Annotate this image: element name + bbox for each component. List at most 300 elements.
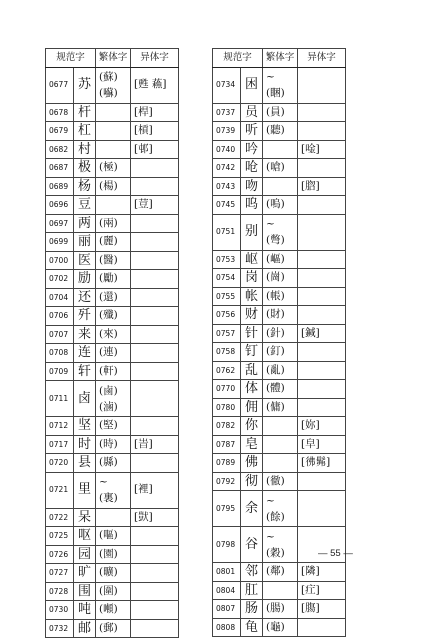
standard-character: 苏 [74,67,96,103]
traditional-character [263,269,298,288]
standard-character: 谷 [241,527,263,563]
entry-number: 0753 [213,250,241,269]
traditional-character [263,159,298,178]
standard-character: 吟 [241,140,263,159]
table-row [46,103,179,122]
standard-character: 丽 [74,233,96,252]
entry-number: 0762 [213,361,241,380]
standard-character: 励 [74,270,96,289]
variant-character [298,214,346,250]
header-standard: 规范字 [213,49,263,68]
standard-character: 村 [74,140,96,159]
table-row [213,103,346,122]
table-row [46,545,179,564]
standard-character: 体 [241,380,263,399]
traditional-form: (財) [266,308,285,320]
traditional-character [263,380,298,399]
traditional-character [96,545,131,564]
entry-number: 0697 [46,214,74,233]
entry-number: 0707 [46,325,74,344]
traditional-character [263,618,298,637]
variant-character: [脗] [298,177,346,196]
entry-number: 0711 [46,381,74,417]
variant-character: [桿] [131,103,179,122]
variant-character [298,343,346,362]
standard-character: 时 [74,435,96,454]
entry-number: 0702 [46,270,74,289]
table-header-row [213,49,346,68]
traditional-character [263,472,298,491]
header-traditional: 繁体字 [263,49,298,68]
traditional-character [263,435,298,454]
table-header-row [46,49,179,68]
traditional-character [96,307,131,326]
entry-number: 0770 [213,380,241,399]
table-row [213,435,346,454]
table-row [46,362,179,381]
traditional-character [96,619,131,638]
entry-number: 0722 [46,508,74,527]
traditional-form: (軒) [99,364,118,377]
variant-character [131,214,179,233]
traditional-form: (聽) [266,124,285,136]
standard-character: 听 [241,122,263,141]
entry-number: 0708 [46,344,74,363]
standard-character: 极 [74,159,96,178]
traditional-character [96,564,131,583]
traditional-form: ~ [266,218,275,230]
traditional-form: (龜) [266,620,285,633]
standard-character: 呕 [74,527,96,546]
standard-character: 岖 [241,250,263,269]
entry-number: 0743 [213,177,241,196]
variant-character [131,381,179,417]
variant-character [298,122,346,141]
traditional-form: (體) [266,382,285,394]
entry-number: 0682 [46,140,74,159]
traditional-character [96,122,131,141]
table-row [213,398,346,417]
variant-character [298,269,346,288]
variant-character: [邨] [131,140,179,159]
table-row [46,196,179,215]
traditional-character [96,233,131,252]
traditional-form: (餘) [266,510,285,523]
table-row [46,233,179,252]
standard-character: 围 [74,582,96,601]
entry-number: 0721 [46,472,74,508]
variant-character [298,491,346,527]
standard-character: 余 [241,491,263,527]
variant-character: [妳] [298,417,346,436]
entry-number: 0728 [46,582,74,601]
table-row [213,122,346,141]
variant-character [298,159,346,178]
standard-character: 邻 [241,563,263,582]
table-row [46,435,179,454]
table-row [46,177,179,196]
variant-character [131,619,179,638]
traditional-form: (兩) [99,216,118,229]
table-row [46,159,179,178]
entry-number: 0730 [46,601,74,620]
traditional-form: (崗) [266,271,285,283]
traditional-form: (鄰) [266,565,285,577]
entry-number: 0696 [46,196,74,215]
standard-character: 邮 [74,619,96,638]
table-row [46,582,179,601]
variant-character: [膓] [298,600,346,619]
variant-character: [鍼] [298,324,346,343]
standard-character: 卤 [74,381,96,417]
traditional-character [263,250,298,269]
traditional-form: (帳) [266,289,285,302]
traditional-form: (彆) [266,234,285,246]
entry-number: 0758 [213,343,241,362]
table-row [46,472,179,508]
table-row [46,140,179,159]
table-row [46,325,179,344]
table-row [213,159,346,178]
entry-number: 0745 [213,196,241,215]
entry-number: 0757 [213,324,241,343]
entry-number: 0677 [46,67,74,103]
standard-character: 杨 [74,177,96,196]
variant-character [131,344,179,363]
variant-character [131,251,179,270]
standard-character: 佣 [241,398,263,417]
traditional-character [96,362,131,381]
traditional-character [263,527,298,563]
traditional-character [96,214,131,233]
entry-number: 0732 [46,619,74,638]
traditional-form: (鹵) [99,384,118,397]
traditional-character [263,196,298,215]
variant-character [131,177,179,196]
standard-character: 肛 [241,581,263,600]
traditional-form: (勵) [99,272,118,284]
variant-character [131,582,179,601]
traditional-form: (徹) [266,474,285,487]
standard-character: 呜 [241,196,263,215]
variant-character: [疘] [298,581,346,600]
traditional-character [263,600,298,619]
table-row [213,306,346,325]
entry-number: 0726 [46,545,74,564]
traditional-form: (還) [99,290,118,303]
traditional-character [263,214,298,250]
variant-character: [槓] [131,122,179,141]
variant-character: [旹] [131,435,179,454]
traditional-character [96,251,131,270]
traditional-character [96,270,131,289]
table-row [213,140,346,159]
standard-character: 员 [241,103,263,122]
traditional-form: (亂) [266,363,285,376]
traditional-character [263,563,298,582]
entry-number: 0754 [213,269,241,288]
variant-character [131,527,179,546]
variant-character [131,362,179,381]
traditional-form: (園) [99,547,118,560]
standard-character: 县 [74,454,96,473]
table-row [213,324,346,343]
table-row [46,601,179,620]
traditional-character [96,103,131,122]
standard-character: 还 [74,288,96,307]
traditional-character [96,288,131,307]
table-row [46,564,179,583]
standard-character: 呛 [241,159,263,178]
traditional-form: (圍) [99,584,118,597]
variant-character [298,472,346,491]
table-row [213,581,346,600]
standard-character: 财 [241,306,263,325]
entry-number: 0807 [213,600,241,619]
variant-character: [裡] [131,472,179,508]
variant-character [298,250,346,269]
standard-character: 连 [74,344,96,363]
standard-character: 针 [241,324,263,343]
table-row [46,344,179,363]
table-row [46,508,179,527]
traditional-character [96,508,131,527]
standard-character: 钉 [241,343,263,362]
traditional-form: (睏) [266,87,285,99]
standard-character: 你 [241,417,263,436]
table-row [213,600,346,619]
table-row [46,454,179,473]
standard-character: 困 [241,67,263,103]
traditional-character [263,581,298,600]
table-row [46,122,179,141]
table-row [46,619,179,638]
entry-number: 0739 [213,122,241,141]
table-row [46,527,179,546]
traditional-form: (針) [266,326,285,339]
entry-number: 0709 [46,362,74,381]
traditional-character [263,287,298,306]
header-variant: 异体字 [131,49,179,68]
variant-character [131,159,179,178]
entry-number: 0792 [213,472,241,491]
traditional-form: (麗) [99,235,118,247]
entry-number: 0704 [46,288,74,307]
traditional-character [263,67,298,103]
traditional-character [96,417,131,436]
table-row [46,270,179,289]
entry-number: 0689 [46,177,74,196]
variant-character: [隣] [298,563,346,582]
left-character-table [45,48,179,638]
variant-character [298,306,346,325]
traditional-form: (郵) [99,621,118,634]
traditional-form: (裏) [99,492,118,504]
entry-number: 0725 [46,527,74,546]
table-row [46,288,179,307]
standard-character: 别 [241,214,263,250]
traditional-form: (極) [99,161,118,173]
traditional-form: ~ [266,530,275,543]
traditional-form: ~ [99,476,108,488]
standard-character: 医 [74,251,96,270]
entry-number: 0798 [213,527,241,563]
entry-number: 0717 [46,435,74,454]
standard-character: 彻 [241,472,263,491]
traditional-character [263,398,298,417]
standard-character: 肠 [241,600,263,619]
entry-number: 0755 [213,287,241,306]
standard-character: 豆 [74,196,96,215]
header-standard: 规范字 [46,49,96,68]
variant-character: [彿髴] [298,454,346,473]
entry-number: 0679 [46,122,74,141]
traditional-character [96,582,131,601]
variant-character [298,103,346,122]
page-number: — 55 — [318,548,353,559]
table-row [213,177,346,196]
standard-character: 龟 [241,618,263,637]
table-row [213,287,346,306]
traditional-form: (腸) [266,602,285,614]
traditional-form: (嗆) [266,161,285,173]
traditional-character [96,140,131,159]
traditional-form: (釘) [266,345,285,357]
table-row [46,307,179,326]
table-row [213,214,346,250]
variant-character [131,601,179,620]
table-row [213,67,346,103]
standard-character: 里 [74,472,96,508]
table-row [46,214,179,233]
entry-number: 0734 [213,67,241,103]
traditional-form: (連) [99,346,118,358]
variant-character: [皁] [298,435,346,454]
traditional-character [96,601,131,620]
traditional-form: (噸) [99,603,118,615]
entry-number: 0795 [213,491,241,527]
traditional-form: (員) [266,105,285,118]
header-traditional: 繁体字 [96,49,131,68]
variant-character: [獃] [131,508,179,527]
traditional-form: (蘇) [99,71,118,83]
traditional-character [263,491,298,527]
entry-number: 0780 [213,398,241,417]
variant-character [131,454,179,473]
traditional-form: (傭) [266,400,285,413]
entry-number: 0789 [213,454,241,473]
entry-number: 0687 [46,159,74,178]
traditional-character [96,67,131,103]
traditional-character [96,196,131,215]
traditional-character [96,381,131,417]
traditional-form: (殲) [99,309,118,321]
table-row [213,380,346,399]
entry-number: 0700 [46,251,74,270]
standard-character: 乱 [241,361,263,380]
standard-character: 呆 [74,508,96,527]
standard-character: 旷 [74,564,96,583]
variant-character: [荳] [131,196,179,215]
traditional-character [263,140,298,159]
traditional-form: (醫) [99,253,118,266]
variant-character [131,417,179,436]
variant-character [131,270,179,289]
variant-character [298,287,346,306]
entry-number: 0727 [46,564,74,583]
traditional-character [96,159,131,178]
variant-character [298,618,346,637]
traditional-character [96,472,131,508]
traditional-character [96,177,131,196]
variant-character [131,545,179,564]
entry-number: 0804 [213,581,241,600]
entry-number: 0751 [213,214,241,250]
standard-character: 杠 [74,122,96,141]
traditional-character [263,324,298,343]
variant-character [298,398,346,417]
entry-number: 0787 [213,435,241,454]
entry-number: 0699 [46,233,74,252]
header-variant: 异体字 [298,49,346,68]
traditional-form: (來) [99,327,118,340]
variant-character [131,307,179,326]
table-row [213,417,346,436]
traditional-form: ~ [266,71,275,83]
standard-character: 吨 [74,601,96,620]
standard-character: 佛 [241,454,263,473]
table-row [46,251,179,270]
table-row [46,67,179,103]
traditional-form: (時) [99,437,118,450]
standard-character: 来 [74,325,96,344]
traditional-character [96,435,131,454]
standard-character: 帐 [241,287,263,306]
traditional-form: (嘔) [99,529,118,541]
table-row [213,563,346,582]
traditional-form: (嗚) [266,198,285,210]
variant-character [298,380,346,399]
table-row [46,381,179,417]
entry-number: 0808 [213,618,241,637]
entry-number: 0742 [213,159,241,178]
traditional-form: (囌) [99,87,118,99]
traditional-character [96,344,131,363]
table-row [213,269,346,288]
traditional-character [263,122,298,141]
entry-number: 0782 [213,417,241,436]
standard-character: 歼 [74,307,96,326]
standard-character: 皂 [241,435,263,454]
entry-number: 0712 [46,417,74,436]
traditional-character [96,325,131,344]
traditional-character [263,306,298,325]
standard-character: 吻 [241,177,263,196]
variant-character: [唫] [298,140,346,159]
left-table-body [46,67,179,638]
traditional-form: (縣) [99,456,118,468]
variant-character: [甦 蘓] [131,67,179,103]
traditional-form: (曠) [99,566,118,578]
table-row [213,196,346,215]
entry-number: 0801 [213,563,241,582]
traditional-character [96,454,131,473]
standard-character: 杆 [74,103,96,122]
traditional-character [96,527,131,546]
traditional-character [263,417,298,436]
table-row [213,472,346,491]
table-row [213,618,346,637]
